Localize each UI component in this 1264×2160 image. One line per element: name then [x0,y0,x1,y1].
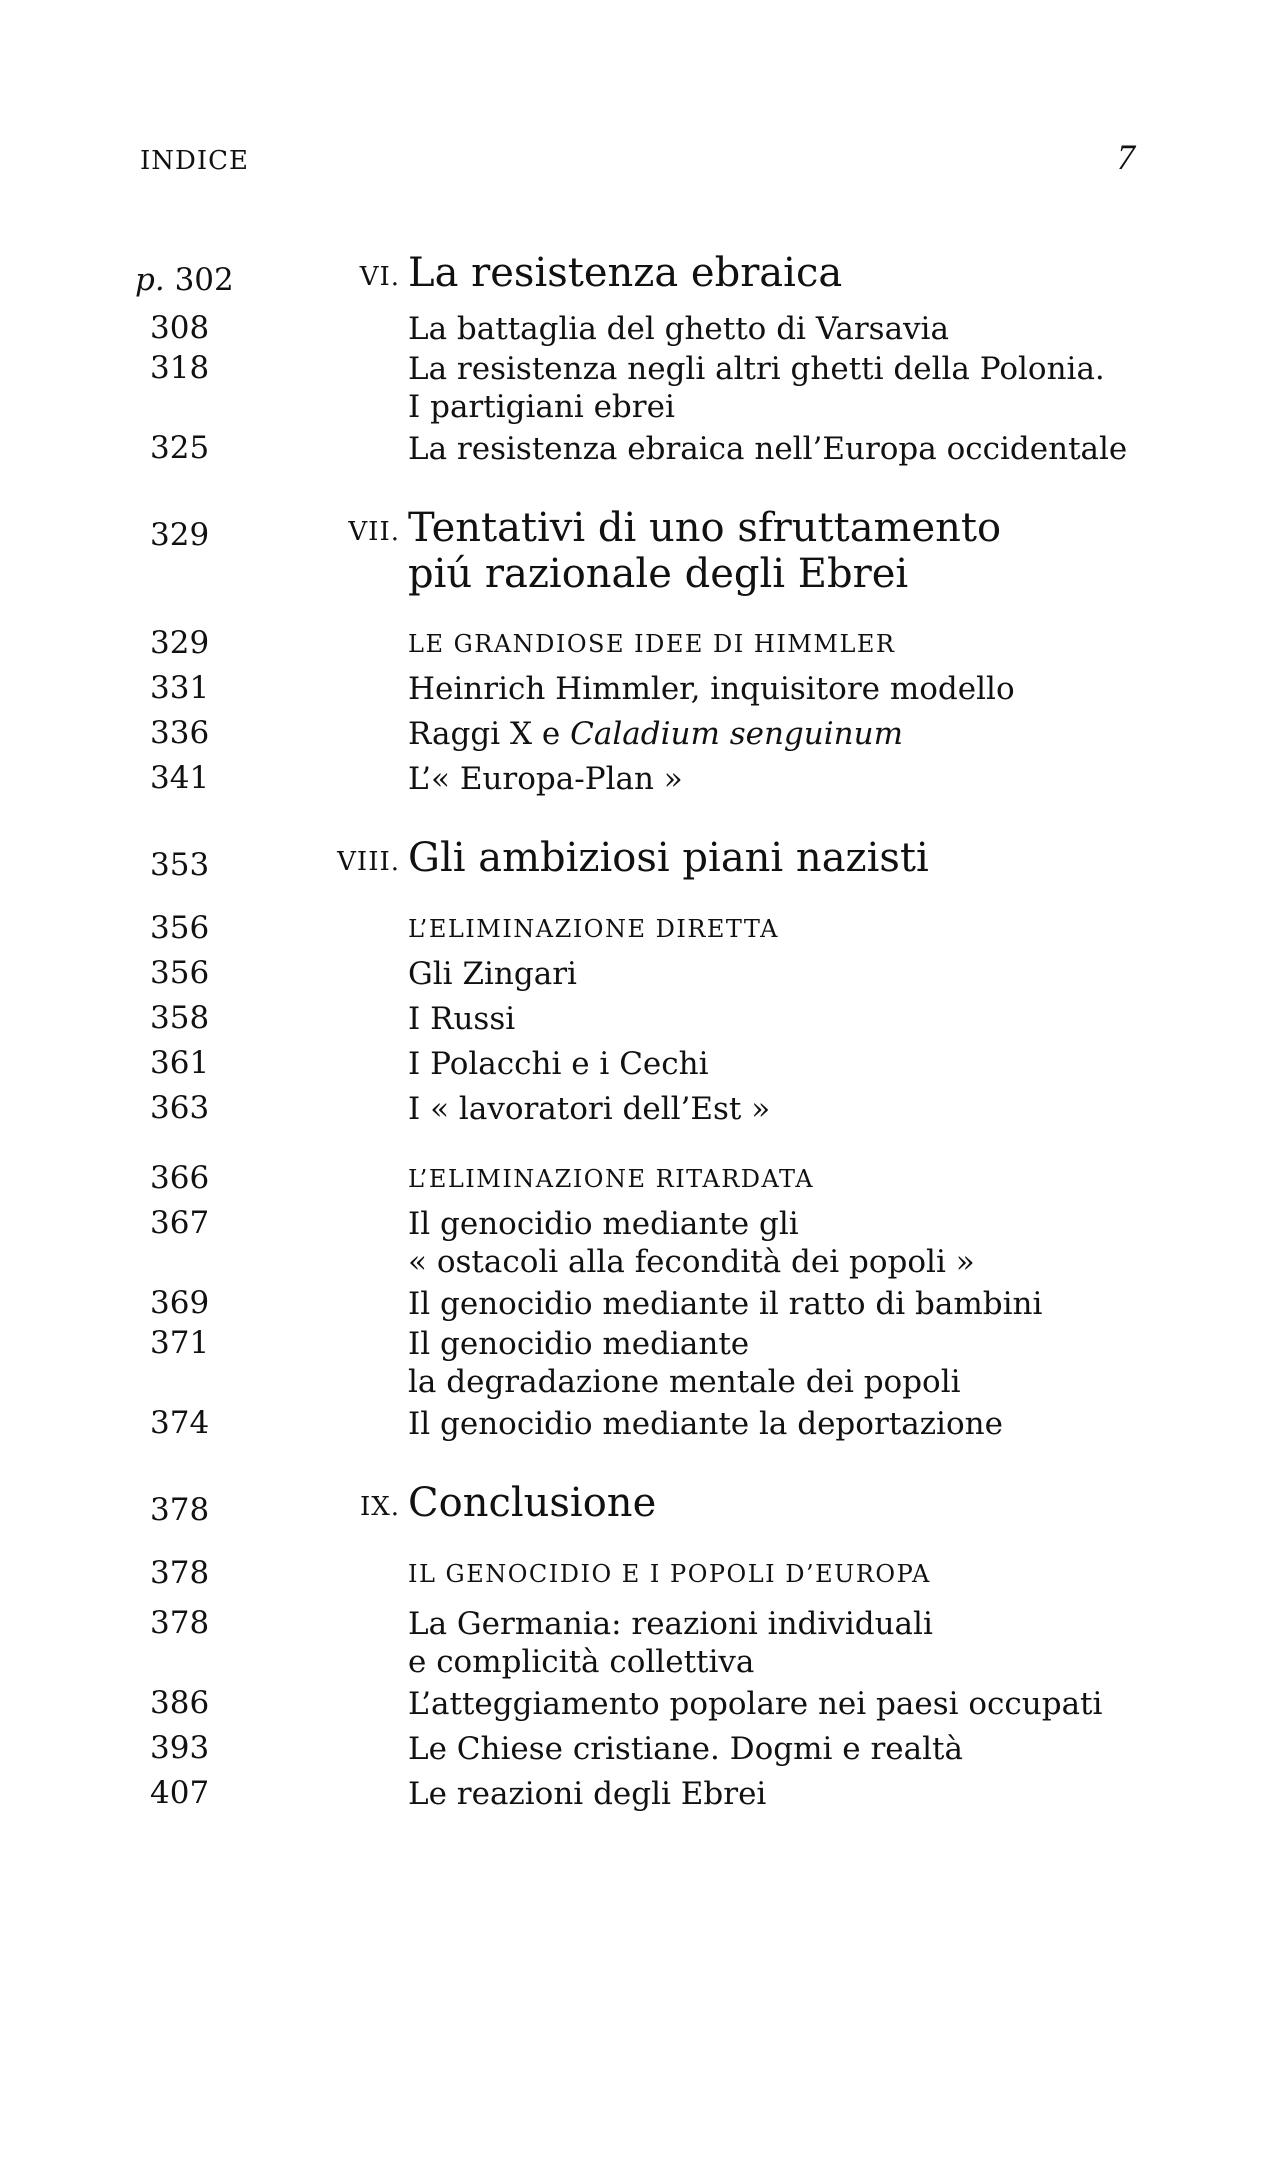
page-number-ref: 356 [150,955,210,991]
page-number-ref: 329 [150,517,210,553]
toc-title [408,1045,1208,1083]
page-ref [150,350,280,386]
page-ref [150,310,280,346]
toc-title [408,505,1208,597]
page-ref [150,670,280,706]
page-ref [150,715,280,751]
toc-title [408,1325,1208,1401]
title-text: Il genocidio mediante il ratto di bambini [408,1286,1043,1322]
page-number-ref: 374 [150,1405,210,1441]
toc-title [408,955,1208,993]
page-number-ref: 369 [150,1285,210,1321]
toc-title [408,350,1208,426]
title-text: I Russi [408,1001,516,1037]
title-text: Gli ambiziosi piani nazisti [408,835,929,881]
title-text: Le Chiese cristiane. Dogmi e realtà [408,1731,963,1767]
toc-title [408,310,1208,348]
page-number-ref: 331 [150,670,210,706]
page-number-ref: 378 [150,1555,210,1591]
title-text: Gli Zingari [408,956,577,992]
title-text: L’atteggiamento popolare nei paesi occupati [408,1686,1103,1722]
page-ref [150,1492,280,1528]
page-ref [150,1090,280,1126]
page-ref [150,517,280,553]
title-italic: Caladium senguinum [570,716,903,752]
page-number-ref: 367 [150,1205,210,1241]
page-number-ref: 358 [150,1000,210,1036]
title-text: La resistenza ebraica nell’Europa occidentale [408,431,1128,467]
page-number-ref: 371 [150,1325,210,1361]
page-ref [150,430,280,466]
title-text: L’ELIMINAZIONE DIRETTA [408,915,779,943]
title-text: I Polacchi e i Cechi [408,1046,709,1082]
toc-title [408,1000,1208,1038]
title-text: Il genocidio mediante gli [408,1206,799,1242]
toc-title [408,250,1208,296]
page-prefix: p. [135,262,175,298]
page-number-ref: 407 [150,1775,210,1811]
page-number-ref: 378 [150,1492,210,1528]
title-text: Heinrich Himmler, inquisitore modello [408,671,1015,707]
page-ref [150,1405,280,1441]
page-number-ref: 353 [150,847,210,883]
title-text: Tentativi di uno sfruttamento [408,505,1002,551]
toc-title [408,1775,1208,1813]
page-ref [150,1775,280,1811]
page-number-ref: 378 [150,1605,210,1641]
page-ref [150,1045,280,1081]
page-number-ref: 366 [150,1160,210,1196]
page-ref [150,1555,280,1591]
chapter-numeral: VII. [348,517,400,547]
page-number-ref: 341 [150,760,210,796]
toc-title [408,1205,1208,1281]
title-text-line2: « ostacoli alla fecondità dei popoli » [408,1244,975,1280]
page-ref [150,1160,280,1196]
page-number-ref: 356 [150,910,210,946]
title-text: Il genocidio mediante [408,1326,750,1362]
title-text: Raggi X e [408,716,571,752]
toc-title [408,1480,1208,1526]
title-text: L’ELIMINAZIONE RITARDATA [408,1165,815,1193]
page-ref [150,1205,280,1241]
toc-title [408,430,1208,468]
toc-title [408,1555,1208,1593]
page-number-ref: 393 [150,1730,210,1766]
page-ref [150,910,280,946]
toc-title [408,760,1208,798]
page-ref [150,1605,280,1641]
toc-title [408,1730,1208,1768]
title-text: Conclusione [408,1480,657,1526]
toc-title [408,625,1208,663]
page-ref [150,625,280,661]
page-number-ref: 363 [150,1090,210,1126]
page-number-ref: 329 [150,625,210,661]
page-ref [150,847,280,883]
chapter-numeral: VI. [359,262,400,292]
page-ref [150,1000,280,1036]
title-text: LE GRANDIOSE IDEE DI HIMMLER [408,630,896,658]
page-number-ref: 325 [150,430,210,466]
chapter-numeral: IX. [359,1492,400,1522]
title-text: I « lavoratori dell’Est » [408,1091,771,1127]
toc-title [408,1160,1208,1198]
toc-title [408,1685,1208,1723]
page-ref [150,760,280,796]
title-text-line2: piú razionale degli Ebrei [408,551,909,597]
page-number: 7 [1117,137,1135,177]
title-text: La resistenza ebraica [408,250,843,296]
title-text: Le reazioni degli Ebrei [408,1776,767,1812]
page-number-ref: 361 [150,1045,210,1081]
title-text: L’« Europa-Plan » [408,761,683,797]
title-text-line2: la degradazione mentale dei popoli [408,1364,961,1400]
toc-title [408,1090,1208,1128]
title-text-line2: I partigiani ebrei [408,389,675,425]
title-text: La Germania: reazioni individuali [408,1606,933,1642]
chapter-numeral: VIII. [337,847,400,877]
title-text: La resistenza negli altri ghetti della Polonia. [408,351,1105,387]
title-text-line2: e complicità collettiva [408,1644,755,1680]
page-number-ref: 386 [150,1685,210,1721]
page-ref [150,1730,280,1766]
header-label: INDICE [140,146,250,176]
page-ref [150,1685,280,1721]
title-text: La battaglia del ghetto di Varsavia [408,311,949,347]
page-ref [135,262,265,298]
toc-title [408,1405,1208,1443]
page-ref [150,1285,280,1321]
page-header [140,136,1135,178]
page-number-ref: 302 [174,262,234,298]
toc-title [408,1605,1208,1681]
toc-title [408,715,1208,753]
page-number-ref: 336 [150,715,210,751]
page-number-ref: 308 [150,310,210,346]
title-text: IL GENOCIDIO E I POPOLI D’EUROPA [408,1560,931,1588]
toc-title [408,910,1208,948]
page-ref [150,1325,280,1361]
page-ref [150,955,280,991]
toc-title [408,1285,1208,1323]
title-text: Il genocidio mediante la deportazione [408,1406,1003,1442]
toc-title [408,835,1208,881]
toc-title [408,670,1208,708]
page-number-ref: 318 [150,350,210,386]
